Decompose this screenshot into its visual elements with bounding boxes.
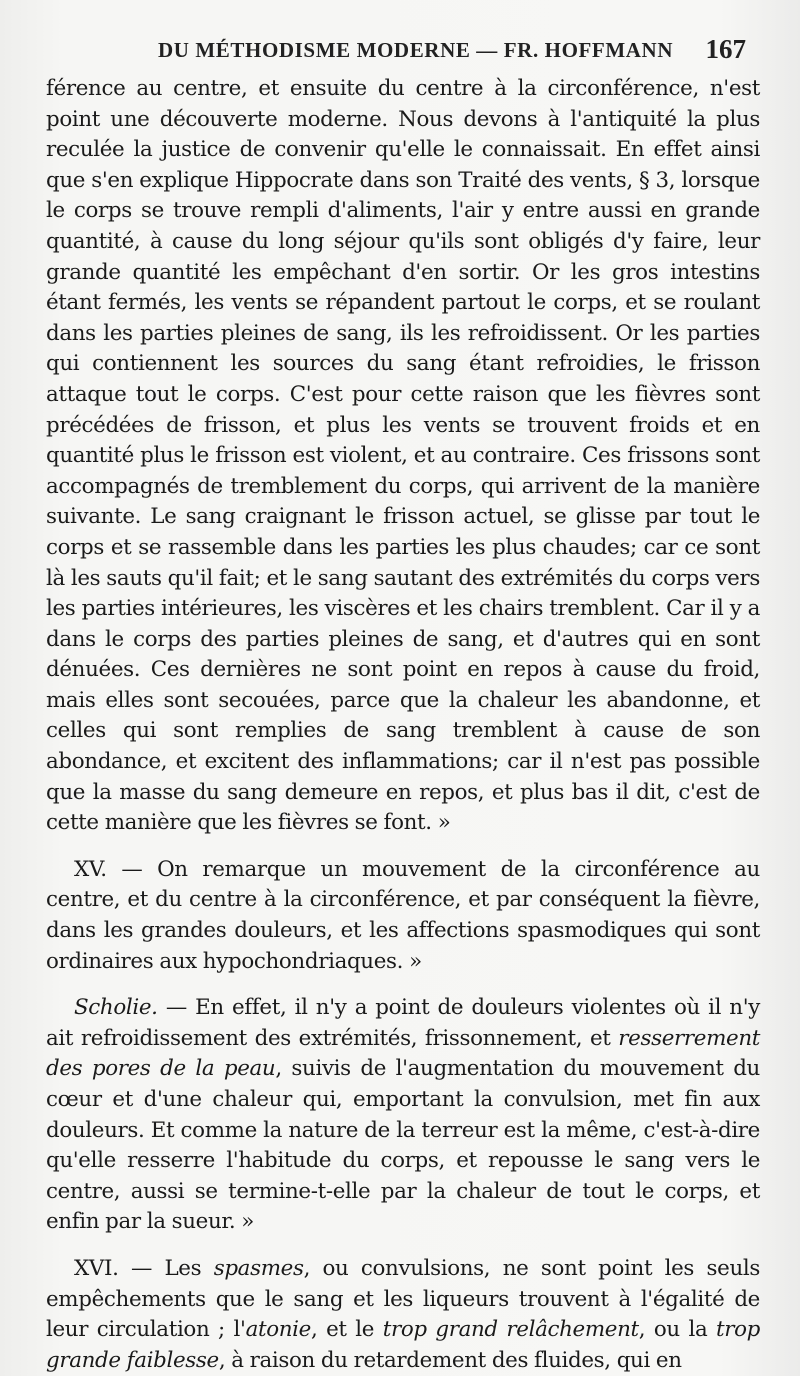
body-text (46, 74, 760, 1376)
page-header (48, 36, 748, 66)
paragraph-text: , ou convulsions, ne sont point les seuls empêchements que le sang et les liqueurs trouvent à l'égalité de leur circulation ; l' (46, 1255, 760, 1343)
paragraph-xv (46, 855, 760, 977)
italic-phrase: atonie (245, 1317, 311, 1343)
paragraph-text: XVI. — Les (74, 1255, 214, 1281)
italic-phrase: trop grande faiblesse (46, 1317, 761, 1373)
paragraph-text: , et le (310, 1317, 383, 1343)
paragraph-continuation (46, 74, 760, 839)
paragraph-text: XV. — On remarque un mouvement de la circonférence au centre, et du centre à la circonférence, et par conséquent la fièvre, dans les grandes douleurs, et les affections spasmodiques qui sont ordinaires aux hypochondriaques. » (46, 856, 760, 974)
page-number: 167 (705, 34, 746, 64)
paragraph-text: , à raison du retardement des fluides, qui en (218, 1347, 682, 1373)
running-head: DU MÉTHODISME MODERNE — FR. HOFFMANN (158, 38, 674, 62)
paragraph-text: férence au centre, et ensuite du centre à la circonférence, n'est point une découverte moderne. Nous devons à l'antiquité la plus reculée la justice de convenir qu'elle le connaissait. En effet ainsi que s'en explique Hippocrate dans son Traité des vents, § 3, lorsque le corps se trouve rempli d'aliments, l'air y entre aussi en grande quantité, à cause du long séjour qu'ils sont obligés d'y faire, leur grande quantité les empêchant d'en sortir. Or les gros intestins étant fermés, les vents se répandent partout le corps, et se roulant dans les parties pleines de sang, ils les refroidissent. Or les parties qui contiennent les sources du sang étant refroidies, le frisson attaque tout le corps. C'est pour cette raison que les fièvres sont précédées de frisson, et plus les vents se trouvent froids et en quantité plus le frisson est violent, et au contraire. Ces frissons sont accompagnés de tremblement du corps, qui arrivent de la manière suivante. Le sang craignant le frisson actuel, se glisse par tout le corps et se rassemble dans les parties les plus chaudes; car ce sont là les sauts qu'il fait; et le sang sautant des extrémités du corps vers les parties intérieures, les viscères et les chairs tremblent. Car il y a dans le corps des parties pleines de sang, et d'autres qui en sont dénuées. Ces dernières ne sont point en repos à cause du froid, mais elles sont secouées, parce que la chaleur les abandonne, et celles qui sont remplies de sang tremblent à cause de son abondance, et excitent des inflammations; car il n'est pas possible que la masse du sang demeure en repos, et plus bas il dit, c'est de cette manière que les fièvres se font. » (46, 76, 760, 836)
paragraph-xvi (46, 1254, 760, 1376)
italic-phrase: spasmes (213, 1255, 304, 1281)
italic-phrase: resserrement des pores de la peau (46, 1025, 760, 1082)
paragraph-text: , suivis de l'augmentation du mouvement du cœur et d'une chaleur qui, emportant la convulsion, met fin aux douleurs. Et comme la nature de la terreur est la même, c'est-à-dire qu'elle resserre l'habitude du corps, et repousse le sang vers le centre, aussi se termine-t-elle par la chaleur de tout le corps, et enfin par la sueur. » (46, 1056, 760, 1235)
scholie-label: Scholie. (74, 995, 158, 1021)
italic-phrase: trop grand relâchement (382, 1317, 639, 1343)
paragraph-scholie (46, 993, 760, 1238)
paragraph-text: — En effet, il n'y a point de douleurs violentes où il n'y ait refroidissement des extrémités, frissonnement, et (46, 995, 760, 1051)
paragraph-text: , ou la (638, 1317, 717, 1343)
